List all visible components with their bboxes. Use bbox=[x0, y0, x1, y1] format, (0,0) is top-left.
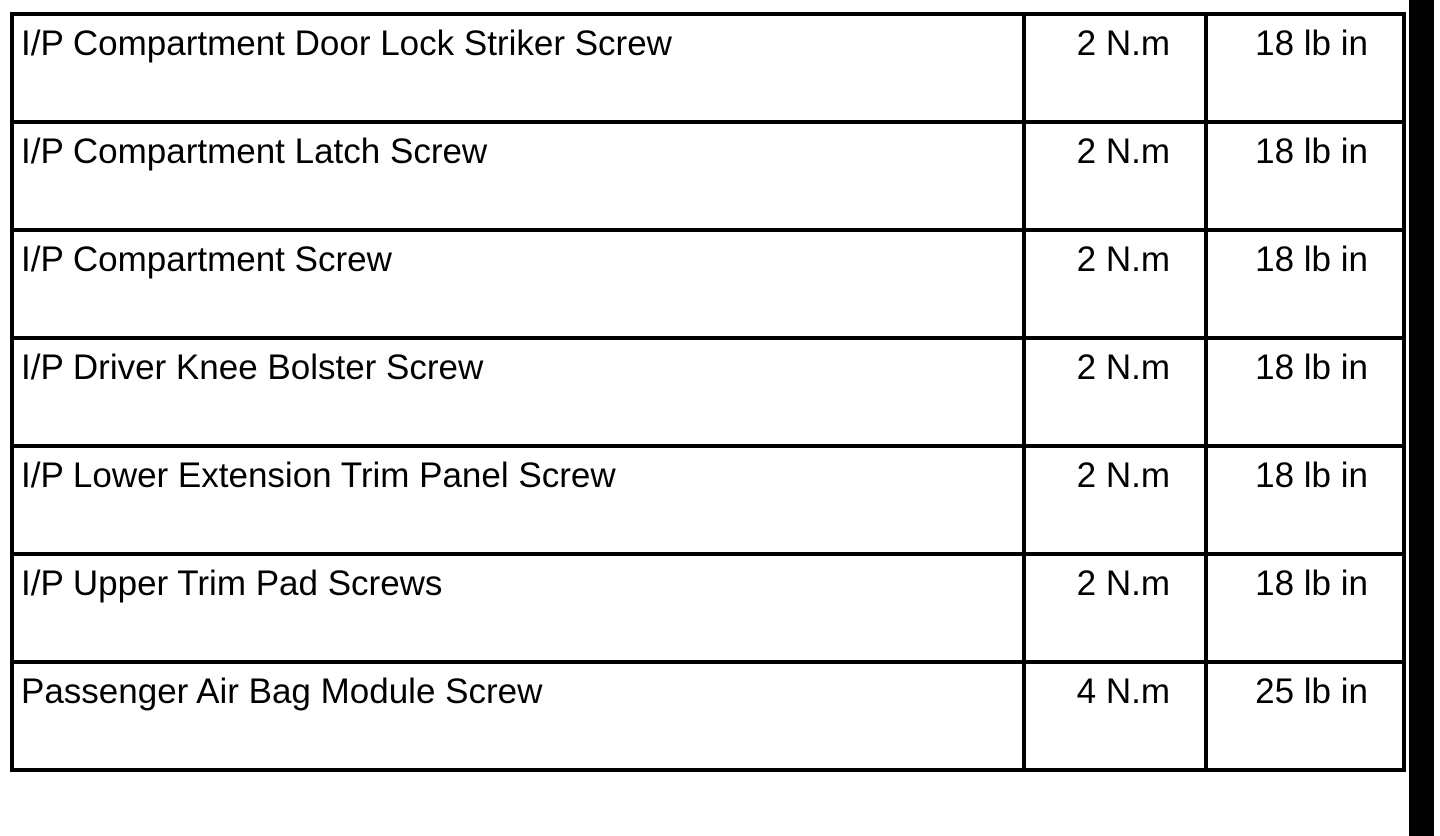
fastener-description-cell: I/P Compartment Latch Screw bbox=[12, 122, 1024, 230]
english-torque-cell: 18 lb in bbox=[1206, 14, 1404, 122]
english-torque-cell: 18 lb in bbox=[1206, 230, 1404, 338]
english-torque-cell: 18 lb in bbox=[1206, 446, 1404, 554]
metric-torque-cell: 2 N.m bbox=[1024, 230, 1206, 338]
english-torque-cell: 25 lb in bbox=[1206, 662, 1404, 770]
page-edge-border bbox=[1409, 0, 1434, 836]
metric-torque-cell: 2 N.m bbox=[1024, 122, 1206, 230]
table-row bbox=[12, 446, 1404, 554]
fastener-description-cell: I/P Lower Extension Trim Panel Screw bbox=[12, 446, 1024, 554]
fastener-description-cell: I/P Compartment Door Lock Striker Screw bbox=[12, 14, 1024, 122]
metric-torque-cell: 2 N.m bbox=[1024, 554, 1206, 662]
table-row bbox=[12, 662, 1404, 770]
english-torque-cell: 18 lb in bbox=[1206, 338, 1404, 446]
fastener-description-cell: I/P Driver Knee Bolster Screw bbox=[12, 338, 1024, 446]
fastener-torque-table bbox=[10, 12, 1406, 772]
table-row bbox=[12, 338, 1404, 446]
table-row bbox=[12, 122, 1404, 230]
fastener-description-cell: Passenger Air Bag Module Screw bbox=[12, 662, 1024, 770]
metric-torque-cell: 2 N.m bbox=[1024, 446, 1206, 554]
english-torque-cell: 18 lb in bbox=[1206, 122, 1404, 230]
metric-torque-cell: 2 N.m bbox=[1024, 14, 1206, 122]
table-row bbox=[12, 230, 1404, 338]
fastener-description-cell: I/P Compartment Screw bbox=[12, 230, 1024, 338]
metric-torque-cell: 4 N.m bbox=[1024, 662, 1206, 770]
table-row bbox=[12, 554, 1404, 662]
fastener-description-cell: I/P Upper Trim Pad Screws bbox=[12, 554, 1024, 662]
metric-torque-cell: 2 N.m bbox=[1024, 338, 1206, 446]
table-row bbox=[12, 14, 1404, 122]
english-torque-cell: 18 lb in bbox=[1206, 554, 1404, 662]
